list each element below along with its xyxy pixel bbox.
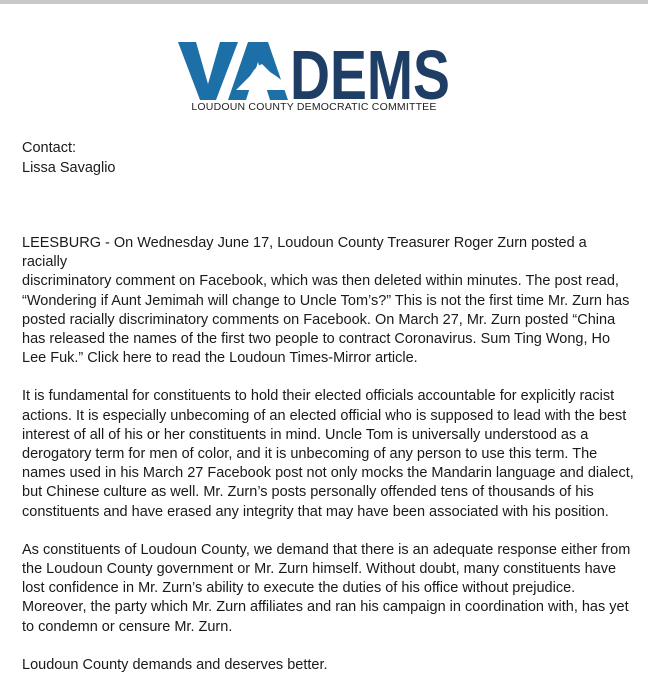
svg-text:DEMS: DEMS xyxy=(290,40,450,102)
paragraph: It is fundamental for constituents to hold their elected officials accountable for explicitly racist actions. It is especially unbecoming of an elected official who is supposed to lead with the best interest of all of his or her constituents in mind. Uncle Tom is universally understood as a derogatory term for men of color, and it is unbecoming of any person to use this term. The names used in his March 27 Facebook post not only mocks the Mandarin language and dialect, but Chinese culture as well. Mr. Zurn’s posts personally offended tens of thousands of his constituents and have erased any integrity that may have been associated with his position. xyxy=(22,388,634,520)
contact-name: Lissa Savaglio xyxy=(22,160,116,176)
paragraph: As constituents of Loudoun County, we demand that there is an adequate response either from the Loudoun County government or Mr. Zurn himself. Without doubt, many constituents have lost confidence in Mr. Zurn’s ability to execute the duties of his office without prejudice. Moreover, the party which Mr. Zurn affiliates and ran his campaign in coordination with, has yet to condemn or censure Mr. Zurn. xyxy=(22,541,631,635)
paragraph: LEESBURG - On Wednesday June 17, Loudoun County Treasurer Roger Zurn posted a racially discriminatory comment on Facebook, which was then deleted within minutes. The post read, “Wondering if Aunt Jemimah will change to Uncle Tom’s?” This is not the first time Mr. Zurn has posted racially discriminatory comments on Facebook. On March 27, Mr. Zurn posted “China has released the names of the first two people to contract Coronavirus. Sum Ting Wong, Ho Lee Fuk.” Click here to read the Loudoun Times-Mirror article. xyxy=(22,235,630,367)
press-release-body xyxy=(22,234,634,694)
paragraph: Loudoun County demands and deserves better. xyxy=(22,656,328,673)
top-divider xyxy=(0,0,648,4)
contact-label: Contact: xyxy=(22,140,76,156)
contact-block xyxy=(22,138,116,178)
committee-name: LOUDOUN COUNTY DEMOCRATIC COMMITTEE xyxy=(191,101,437,113)
